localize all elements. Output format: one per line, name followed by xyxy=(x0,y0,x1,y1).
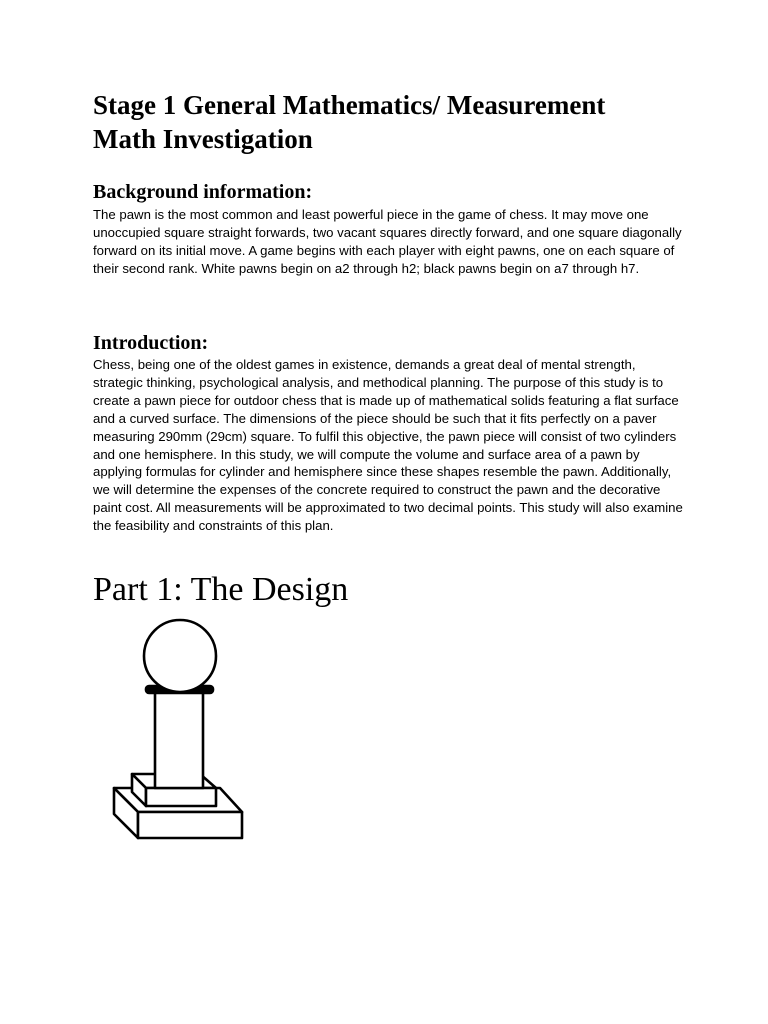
document-title xyxy=(93,88,693,156)
background-heading: Background information: xyxy=(93,181,313,203)
pawn-design-figure xyxy=(108,618,248,846)
pawn-upper-base-front xyxy=(146,788,216,806)
title-line-1: Stage 1 General Mathematics/ Measurement xyxy=(93,90,606,120)
title-line-2: Math Investigation xyxy=(93,124,313,154)
pawn-lower-base-front xyxy=(138,812,242,838)
introduction-paragraph: Chess, being one of the oldest games in existence, demands a great deal of mental strength, strategic thinking, psychological analysis, and methodical planning. The purpose of this study is to create a pawn piece for outdoor chess that is made up of mathematical solids featuring a flat surface and a curved surface. The dimensions of the piece should be such that it fits perfectly on a paver measuring 290mm (29cm) square. To fulfil this objective, the pawn piece will consist of two cylinders and one hemisphere. In this study, we will compute the volume and surface area of a pawn by applying formulas for cylinder and hemisphere since these shapes resemble the pawn. Additionally, we will determine the expenses of the concrete required to construct the pawn and the decorative paint cost. All measurements will be approximated to two decimal points. This study will also examine the feasibility and constraints of this plan. xyxy=(93,357,683,534)
part-1-heading: Part 1: The Design xyxy=(93,571,349,608)
pawn-column xyxy=(155,690,203,788)
introduction-heading: Introduction: xyxy=(93,332,209,354)
pawn-head-sphere xyxy=(144,620,216,692)
background-paragraph: The pawn is the most common and least powerful piece in the game of chess. It may move one unoccupied square straight forwards, two vacant squares directly forward, and one square diagonally forward on its initial move. A game begins with each player with eight pawns, one on each square of their second rank. White pawns begin on a2 through h2; black pawns begin on a7 through h7. xyxy=(93,207,682,276)
